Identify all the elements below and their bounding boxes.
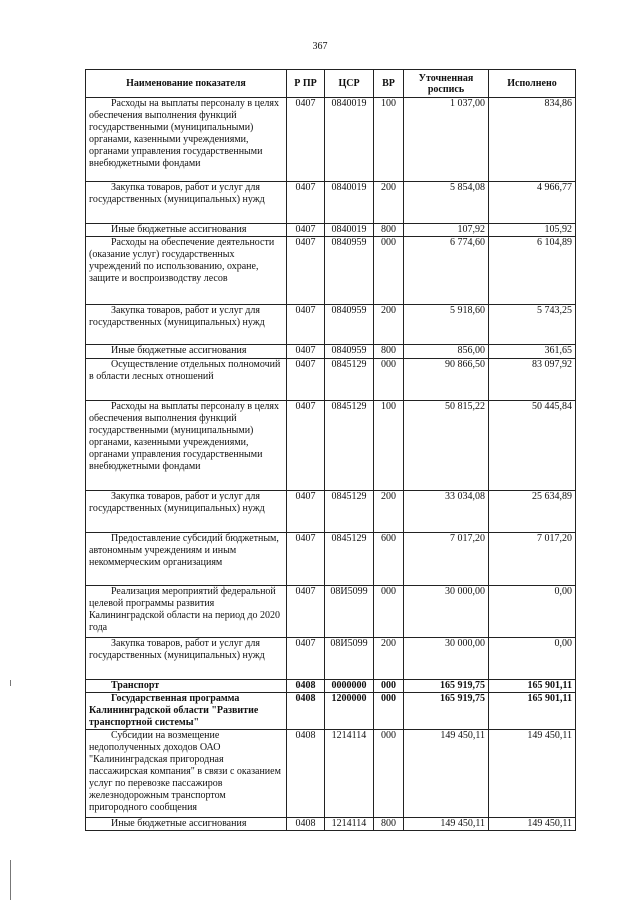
row-vr: 200 bbox=[374, 305, 404, 345]
margin-mark bbox=[10, 860, 11, 900]
row-name-cell bbox=[86, 345, 287, 359]
row-done: 7 017,20 bbox=[489, 533, 576, 586]
row-csr: 0840959 bbox=[325, 237, 374, 305]
row-rpr: 0408 bbox=[287, 818, 325, 831]
row-csr: 0845129 bbox=[325, 533, 374, 586]
row-vr: 100 bbox=[374, 401, 404, 491]
row-csr: 0000000 bbox=[325, 680, 374, 693]
row-name: Предоставление субсидий бюджетным, автономным учреждениям и иным некоммерческим организациям bbox=[89, 533, 279, 568]
table-row bbox=[86, 638, 576, 680]
header-name: Наименование показателя bbox=[86, 70, 287, 98]
row-rpr: 0407 bbox=[287, 237, 325, 305]
row-name: Иные бюджетные ассигнования bbox=[111, 818, 247, 829]
row-rpr: 0407 bbox=[287, 98, 325, 182]
row-vr: 800 bbox=[374, 345, 404, 359]
table-row bbox=[86, 237, 576, 305]
row-name: Закупка товаров, работ и услуг для государственных (муниципальных) нужд bbox=[89, 305, 265, 328]
row-plan: 50 815,22 bbox=[404, 401, 489, 491]
row-plan: 33 034,08 bbox=[404, 491, 489, 533]
row-plan: 30 000,00 bbox=[404, 586, 489, 638]
row-plan: 5 854,08 bbox=[404, 182, 489, 224]
table-row bbox=[86, 491, 576, 533]
table-row bbox=[86, 305, 576, 345]
row-vr: 000 bbox=[374, 359, 404, 401]
row-vr: 800 bbox=[374, 224, 404, 237]
row-done: 0,00 bbox=[489, 586, 576, 638]
row-name-cell bbox=[86, 401, 287, 491]
row-done: 165 901,11 bbox=[489, 680, 576, 693]
table-row bbox=[86, 359, 576, 401]
row-plan: 165 919,75 bbox=[404, 680, 489, 693]
row-name-cell bbox=[86, 491, 287, 533]
row-done: 5 743,25 bbox=[489, 305, 576, 345]
row-plan: 5 918,60 bbox=[404, 305, 489, 345]
row-name-cell bbox=[86, 638, 287, 680]
table-row bbox=[86, 586, 576, 638]
row-csr: 1214114 bbox=[325, 818, 374, 831]
row-name: Иные бюджетные ассигнования bbox=[111, 224, 247, 235]
row-name-cell bbox=[86, 182, 287, 224]
table-row bbox=[86, 345, 576, 359]
row-vr: 000 bbox=[374, 680, 404, 693]
row-plan: 149 450,11 bbox=[404, 818, 489, 831]
row-name: Реализация мероприятий федеральной целевой программы развития Калининградской области на период до 2020 года bbox=[89, 586, 280, 633]
header-vr: ВР bbox=[374, 70, 404, 98]
row-vr: 200 bbox=[374, 638, 404, 680]
row-csr: 0845129 bbox=[325, 401, 374, 491]
row-plan: 107,92 bbox=[404, 224, 489, 237]
row-rpr: 0407 bbox=[287, 533, 325, 586]
row-name-cell bbox=[86, 730, 287, 818]
row-rpr: 0407 bbox=[287, 638, 325, 680]
row-csr: 1214114 bbox=[325, 730, 374, 818]
row-name: Расходы на выплаты персоналу в целях обеспечения выполнения функций государственными (муниципальными) органами, казенными учреждениями, органами управления государственными внебюджетными фондами bbox=[89, 98, 279, 169]
row-rpr: 0407 bbox=[287, 305, 325, 345]
row-done: 165 901,11 bbox=[489, 693, 576, 730]
header-plan: Уточненная роспись bbox=[404, 70, 489, 98]
row-name-cell bbox=[86, 693, 287, 730]
row-name: Государственная программа Калининградской области "Развитие транспортной системы" bbox=[89, 693, 259, 728]
row-rpr: 0408 bbox=[287, 693, 325, 730]
row-rpr: 0407 bbox=[287, 401, 325, 491]
row-rpr: 0407 bbox=[287, 491, 325, 533]
row-name-cell bbox=[86, 359, 287, 401]
row-csr: 0840959 bbox=[325, 345, 374, 359]
row-csr: 0840019 bbox=[325, 224, 374, 237]
header-done: Исполнено bbox=[489, 70, 576, 98]
row-plan: 165 919,75 bbox=[404, 693, 489, 730]
page-number: 367 bbox=[312, 41, 328, 52]
row-done: 105,92 bbox=[489, 224, 576, 237]
table-row bbox=[86, 818, 576, 831]
row-csr: 0845129 bbox=[325, 491, 374, 533]
row-name-cell bbox=[86, 98, 287, 182]
row-name-cell bbox=[86, 680, 287, 693]
row-done: 83 097,92 bbox=[489, 359, 576, 401]
row-name-cell bbox=[86, 224, 287, 237]
row-name: Осуществление отдельных полномочий в области лесных отношений bbox=[89, 359, 281, 382]
row-rpr: 0407 bbox=[287, 345, 325, 359]
row-csr: 0840019 bbox=[325, 182, 374, 224]
row-name-cell bbox=[86, 237, 287, 305]
margin-mark bbox=[10, 680, 11, 686]
row-rpr: 0408 bbox=[287, 680, 325, 693]
row-done: 361,65 bbox=[489, 345, 576, 359]
row-vr: 100 bbox=[374, 98, 404, 182]
row-name: Транспорт bbox=[111, 680, 160, 691]
row-name-cell bbox=[86, 533, 287, 586]
row-vr: 200 bbox=[374, 182, 404, 224]
row-plan: 1 037,00 bbox=[404, 98, 489, 182]
row-plan: 856,00 bbox=[404, 345, 489, 359]
row-rpr: 0407 bbox=[287, 586, 325, 638]
row-vr: 800 bbox=[374, 818, 404, 831]
row-csr: 08И5099 bbox=[325, 586, 374, 638]
row-name: Закупка товаров, работ и услуг для государственных (муниципальных) нужд bbox=[89, 491, 265, 514]
row-vr: 200 bbox=[374, 491, 404, 533]
row-vr: 000 bbox=[374, 586, 404, 638]
budget-table bbox=[85, 69, 576, 831]
row-csr: 0840959 bbox=[325, 305, 374, 345]
row-name: Расходы на выплаты персоналу в целях обеспечения выполнения функций государственными (муниципальными) органами, казенными учреждениями, органами управления государственными внебюджетными фондами bbox=[89, 401, 279, 472]
header-rpr: Р ПР bbox=[287, 70, 325, 98]
table-row bbox=[86, 693, 576, 730]
row-done: 4 966,77 bbox=[489, 182, 576, 224]
table-row bbox=[86, 182, 576, 224]
table-row bbox=[86, 98, 576, 182]
table-header-row bbox=[86, 70, 576, 98]
row-done: 25 634,89 bbox=[489, 491, 576, 533]
row-name: Иные бюджетные ассигнования bbox=[111, 345, 247, 356]
row-done: 0,00 bbox=[489, 638, 576, 680]
row-vr: 000 bbox=[374, 730, 404, 818]
row-name: Закупка товаров, работ и услуг для государственных (муниципальных) нужд bbox=[89, 638, 265, 661]
row-done: 50 445,84 bbox=[489, 401, 576, 491]
row-name: Расходы на обеспечение деятельности (оказание услуг) государственных учреждений по использованию, охране, защите и воспроизводству лесов bbox=[89, 237, 275, 284]
table-row bbox=[86, 680, 576, 693]
row-rpr: 0407 bbox=[287, 182, 325, 224]
row-rpr: 0407 bbox=[287, 359, 325, 401]
row-name-cell bbox=[86, 586, 287, 638]
row-done: 834,86 bbox=[489, 98, 576, 182]
row-csr: 08И5099 bbox=[325, 638, 374, 680]
row-vr: 600 bbox=[374, 533, 404, 586]
row-rpr: 0408 bbox=[287, 730, 325, 818]
row-csr: 0840019 bbox=[325, 98, 374, 182]
row-done: 149 450,11 bbox=[489, 730, 576, 818]
row-plan: 30 000,00 bbox=[404, 638, 489, 680]
row-plan: 6 774,60 bbox=[404, 237, 489, 305]
row-csr: 1200000 bbox=[325, 693, 374, 730]
table-row bbox=[86, 730, 576, 818]
row-plan: 7 017,20 bbox=[404, 533, 489, 586]
row-plan: 90 866,50 bbox=[404, 359, 489, 401]
row-vr: 000 bbox=[374, 693, 404, 730]
row-plan: 149 450,11 bbox=[404, 730, 489, 818]
table-row bbox=[86, 533, 576, 586]
header-csr: ЦСР bbox=[325, 70, 374, 98]
row-name-cell bbox=[86, 305, 287, 345]
row-vr: 000 bbox=[374, 237, 404, 305]
row-done: 6 104,89 bbox=[489, 237, 576, 305]
row-name: Закупка товаров, работ и услуг для государственных (муниципальных) нужд bbox=[89, 182, 265, 205]
row-name: Субсидии на возмещение недополученных доходов ОАО "Калининградская пригородная пассажирская компания" в связи с оказанием услуг по перевозке пассажиров железнодорожным транспортом пригородного сообщения bbox=[89, 730, 281, 813]
row-name-cell bbox=[86, 818, 287, 831]
row-done: 149 450,11 bbox=[489, 818, 576, 831]
table-row bbox=[86, 224, 576, 237]
row-rpr: 0407 bbox=[287, 224, 325, 237]
table-row bbox=[86, 401, 576, 491]
row-csr: 0845129 bbox=[325, 359, 374, 401]
